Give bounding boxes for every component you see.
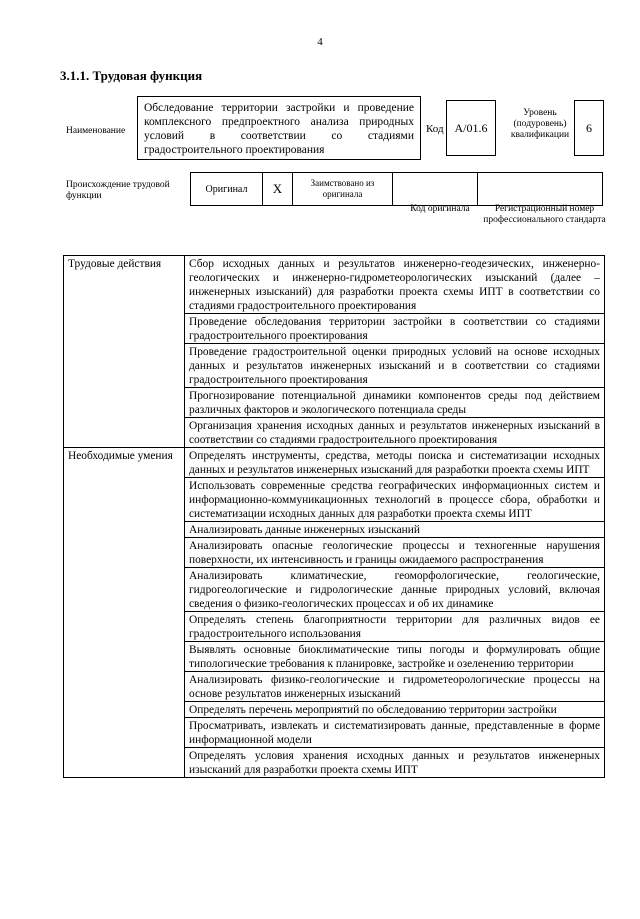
page-number: 4 [317, 36, 323, 48]
table-cell: Организация хранения исходных данных и результатов инженерных изысканий в соответствии со стадиями градостроительного проектирования [185, 418, 605, 448]
origin-code-label: Код оригинала [410, 204, 470, 214]
table-cell: Сбор исходных данных и результатов инженерно-геодезических, инженерно-геологических и инженерно-гидрометеорологических изысканий (далее – инженерных изысканий) для разработки проекта схемы ИПТ в соответствии со стадиями градостроительного проектирования [185, 256, 605, 314]
level-box: 6 [574, 100, 604, 156]
origin-label: Происхождение трудовой функции [66, 180, 170, 201]
table-cell: Анализировать опасные геологические процессы и техногенные нарушения поверхности, их интенсивность и границы ожидаемого распространения [185, 538, 605, 568]
origin-row [190, 172, 603, 206]
reg-number-label: Регистрационный номер профессионального стандарта [483, 204, 606, 225]
table-cell: Использовать современные средства географических информационных систем и информационно-коммуникационных технологий в процессе сбора, обработки и систематизации исходных данных для разработки проекта схемы ИПТ [185, 478, 605, 522]
table-cell: Определять перечень мероприятий по обследованию территории застройки [185, 702, 605, 718]
table-cell: Прогнозирование потенциальной динамики компонентов среды под действием различных факторов и экологического потенциала среды [185, 388, 605, 418]
name-label: Наименование [66, 126, 126, 136]
reg-number-cell [478, 173, 602, 205]
code-box: A/01.6 [446, 100, 496, 156]
table-cell: Определять степень благоприятности территории для различных видов ее градостроительного использования [185, 612, 605, 642]
table-row [64, 448, 605, 478]
table-row [64, 256, 605, 314]
labor-function-table [63, 255, 605, 778]
section-header-cell: Трудовые действия [64, 256, 185, 448]
function-name-box: Обследование территории застройки и проведение комплексного предпроектного анализа природных условий в соответствии со стадиями градостроительного проектирования [137, 96, 421, 160]
borrowed-label: Заимствовано из оригинала [293, 173, 393, 205]
table-cell: Проведение градостроительной оценки природных условий на основе исходных данных и результатов инженерных изысканий и в соответствии со стадиями градостроительного проектирования [185, 344, 605, 388]
section-title: 3.1.1. Трудовая функция [60, 68, 203, 83]
level-label: Уровень (подуровень) квалификации [510, 108, 570, 140]
table-cell: Просматривать, извлекать и систематизировать данные, представленные в форме информационной модели [185, 718, 605, 748]
table-cell: Проведение обследования территории застройки в соответствии со стадиями градостроительного проектирования [185, 314, 605, 344]
table-cell: Определять условия хранения исходных данных и результатов инженерных изысканий для разработки проекта схемы ИПТ [185, 748, 605, 778]
origin-code-cell [393, 173, 478, 205]
original-mark: X [263, 173, 293, 205]
code-label: Код [426, 123, 444, 135]
table-cell: Анализировать данные инженерных изысканий [185, 522, 605, 538]
table-cell: Анализировать климатические, геоморфологические, геологические, гидрогеологические и гидрологические данные природных условий, включая сведения о физико-геологических процессах и об их динамике [185, 568, 605, 612]
table-cell: Выявлять основные биоклиматические типы погоды и формулировать общие типологические требования к планировке, застройке и озеленению территории [185, 642, 605, 672]
table-cell: Анализировать физико-геологические и гидрометеорологические процессы на основе результатов инженерных изысканий [185, 672, 605, 702]
table-cell: Определять инструменты, средства, методы поиска и систематизации исходных данных и результатов инженерных изысканий для разработки проекта схемы ИПТ [185, 448, 605, 478]
original-label: Оригинал [191, 173, 263, 205]
section-header-cell: Необходимые умения [64, 448, 185, 778]
